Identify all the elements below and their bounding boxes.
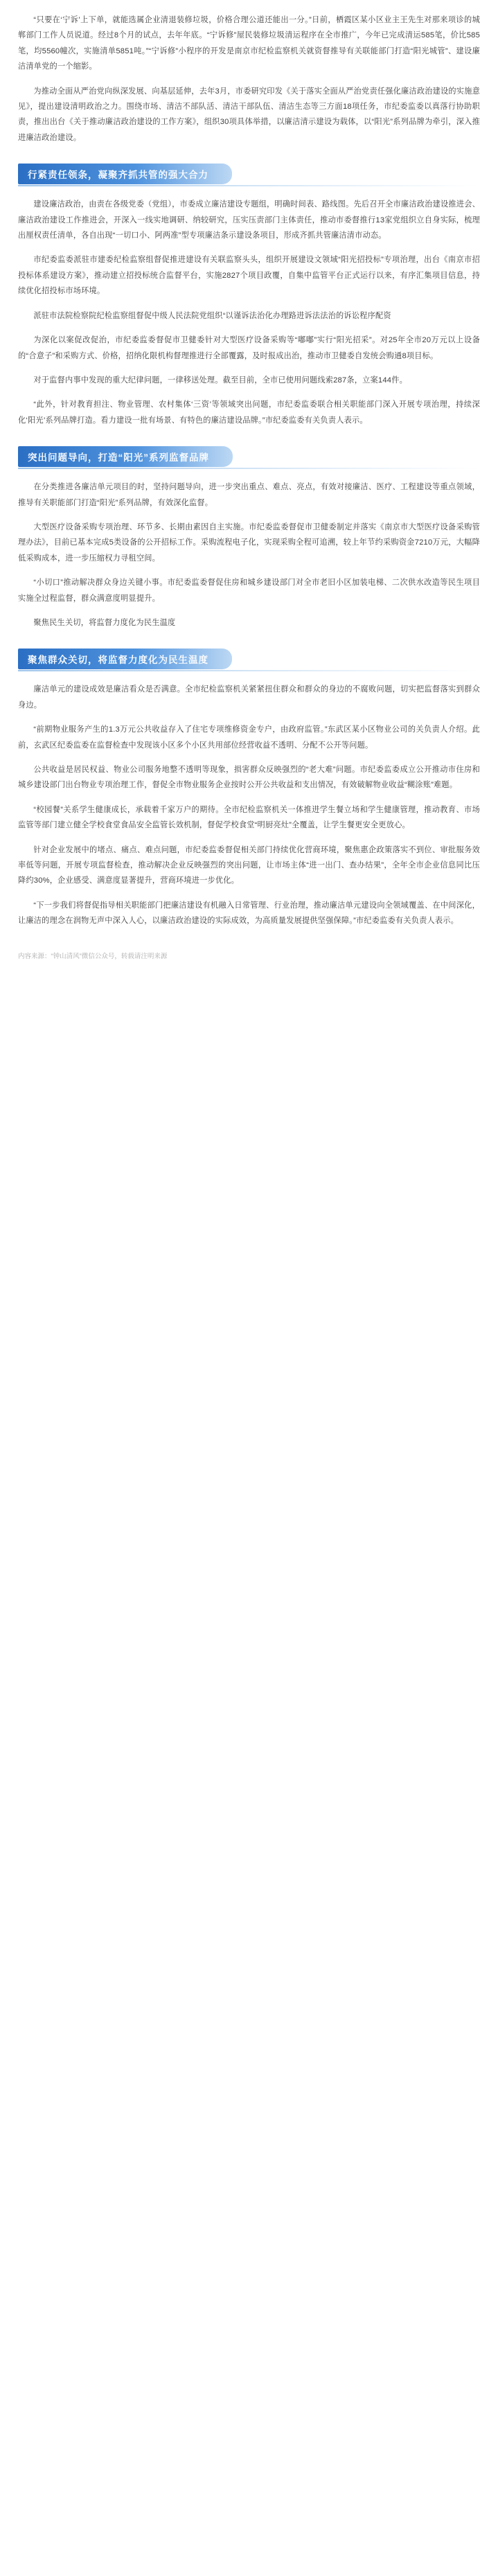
article-paragraph: “前期物业服务产生的1.3万元公共收益存入了住宅专项维修资金专户，由政府监管。”东武区某小区物业公司的关负责人介绍。此前，玄武区纪委监委在监督检查中发现该小区多个小区共用部位经营收益不透明、分配不公开等问题。 xyxy=(18,725,480,750)
article-paragraph: 市纪委监委派驻市建委纪检监察组督促推进建设有关联监察头头，组织开展建设文领域“阳光招投标”专项治理，出台《南京市招投标体系建设方案》，推动建立招投标统合监督平台，实施2827个项目政覆，自集中监管平台正式运行以来，有序汇集项目信息，持续优化招投标市场环境。 xyxy=(18,256,480,296)
section-heading-underline xyxy=(18,185,480,186)
article-footer xyxy=(0,945,498,978)
section-heading xyxy=(18,649,480,669)
article-paragraph: 大型医疗设备采购专项治理、环节多、长期由素因自主实施。市纪委监委督促市卫健委制定并落实《南京市大型医疗设备采购管理办法》，目前已基本完成5类设备的公开招标工作。采购流程电子化，实现采购全程可追溯，较上年节约采购资金7210万元，大幅降低采购成本，进一步压缩权力寻租空间。 xyxy=(18,522,480,563)
article-body xyxy=(18,12,480,929)
article-paragraph: 廉洁单元的建设成效是廉洁看众是否满意。全市纪检监察机关紧紧扭住群众和群众的身边的不腐败问题，切实把监督落实到群众身边。 xyxy=(18,685,480,709)
article-paragraph: 为推动全面从严治党向纵深发展、向基层延伸，去年3月，市委研究印发《关于落实全面从严治党责任强化廉洁政治建设的实施意见》，提出建设清明政治之力。围绕市场、清洁不部队活、清洁干部队伍、清洁生态等三方面18项任务，市纪委监委以真落行协助职责，推出出台《关于推动廉洁政治建设的工作方案》，组织30项具体举措，以廉洁清示建设为载体，以“阳光”系列品牌为牵引，深入推进廉洁政治建设。 xyxy=(18,87,480,142)
section-heading-banner xyxy=(18,649,232,669)
article-paragraph: “下一步我们将督促指导相关职能部门把廉洁建设有机融入日常管理、行业治理，推动廉洁单元建设向全领域覆盖、在中间深化，让廉洁的理念在润物无声中深入人心，以廉洁政治建设的实际成效，为高质量发展提供坚强保障。”市纪委监委有关负责人表示。 xyxy=(18,901,480,926)
section-heading-underline xyxy=(18,468,480,469)
section-heading-label: 聚焦群众关切，将监督力度化为民生温度 xyxy=(28,655,208,666)
section-heading-label: 行紧责任领条，凝聚齐抓共管的强大合力 xyxy=(28,170,208,181)
article-paragraph: “小切口”推动解决群众身边关键小事。市纪委监委督促住房和城乡建设部门对全市老旧小区加装电梯、二次供水改造等民生项目实施全过程监督，群众满意度明显提升。 xyxy=(18,579,480,603)
section-heading-banner xyxy=(18,446,233,467)
article-paragraph: 对于监督内事中发现的重大纪律问题，一律移送处理。截至目前，全市已使用问题线索287条，立案144件。 xyxy=(33,376,407,385)
article-paragraph: 为深化以案促改促治，市纪委监委督促市卫健委针对大型医疗设备采购等“嘟嘟”实行“阳光招采”。对25年全市20万元以上设备的“合意子”和采购方式、价格，招纳化限机构督理推进行全部覆露，及时报成出治，推动市卫健委自发统会购通8项目标。 xyxy=(18,336,480,360)
section-heading-underline xyxy=(18,670,480,671)
section-heading xyxy=(18,164,480,184)
article-paragraph: 建设廉洁政治，由责在各级党委（党组），市委成立廉洁建设专题组，明确时间表、路线图。先后召开全市廉洁政治建设推进会、廉洁政治建设工作推进会，开深入一线实地调研、纳较研究，压实压责部门主体责任，推动市委督推行13家党组织立自身实际，梳理出厘权责任清单，各自出现“一切口小、阿两准”型专项廉洁条示建设条项目，形成齐抓共管廉洁清市动态。 xyxy=(18,200,480,240)
article-paragraph: 派驻市法院检察院纪检监察组督促中级人民法院党组织“以谨诉法治化办理路进诉法法治的诉讼程序配资 xyxy=(33,311,391,320)
footer-source-text: 内容来源：“钟山清风”微信公众号，转载请注明来源 xyxy=(18,952,168,960)
article-page xyxy=(0,0,498,945)
article-paragraph: 公共收益是居民权益、物业公司服务地整不透明等现象，损害群众反映强烈的“老大难”问题。市纪委监委成立公开推动市住房和城乡建设部门出台物业专项治理工作，督促全市物业服务企业按时公开公共收益和支出情况，有效破解物业收益“糊涂账”难题。 xyxy=(18,766,480,790)
section-heading xyxy=(18,446,480,467)
article-paragraph: 聚焦民生关切，将监督力度化为民生温度 xyxy=(33,618,176,627)
article-paragraph: “只要在‘宁诉’上下单，就能选属企业清退装修垃圾，价格合理公道还能出一分。”日前，栖霞区某小区业主王先生对那来项诊的城郸部门工作人员说道。经过8个月的试点，去年年底。“宁诉修”屋民装修垃圾清运程序在全市推广，今年已完成清运585笔，价比585笔，均5560幢次，实施清单5851吨。”“宁诉修”小程序的开发是南京市纪检监察机关就资督推导有关联能部门打造“阳光城管”、建设廉洁清单党的一个缩影。 xyxy=(18,16,480,71)
article-paragraph: “此外，针对教育担注、物业管理、农村集体‘三资’等领域突出问题，市纪委监委联合相关职能部门深入开展专项治理，持续深化‘阳光’系列品牌打造。看力建设一批有场景、有特色的廉洁建设品牌。”市纪委监委有关负责人表示。 xyxy=(18,400,480,425)
section-heading-banner xyxy=(18,164,232,184)
article-paragraph: 针对企业发展中的堵点、痛点、难点问题，市纪委监委督促相关部门持续优化营商环境，聚焦惠企政策落实不到位、审批服务效率低等问题，开展专项监督检查，推动解决企业反映强烈的突出问题，让市场主体“进一出门、查办结果”，全年全市企业信息同比压降约30%，企业感受、满意度显著提升，营商环境进一步优化。 xyxy=(18,845,480,885)
section-heading-label: 突出问题导向，打造“阳光”系列监督品牌 xyxy=(28,452,209,464)
article-paragraph: 在分类推进各廉洁单元项目的时，坚持问题导向，进一步突出重点、难点、亮点，有效对接廉洁、医疗、工程建设等重点领域，推导有关职能部门打造“阳光”系列品牌，有效深化监督。 xyxy=(18,483,480,507)
article-paragraph: “校园餐”关系学生健康成长，承载着千家万户的期待。全市纪检监察机关一体推进学生餐立场和学生健康管理，推动教育、市场监管等部门建立健全学校食堂食品安全监管长效机制，督促学校食堂“明厨亮灶”全覆盖，让学生餐更安全更放心。 xyxy=(18,805,480,830)
